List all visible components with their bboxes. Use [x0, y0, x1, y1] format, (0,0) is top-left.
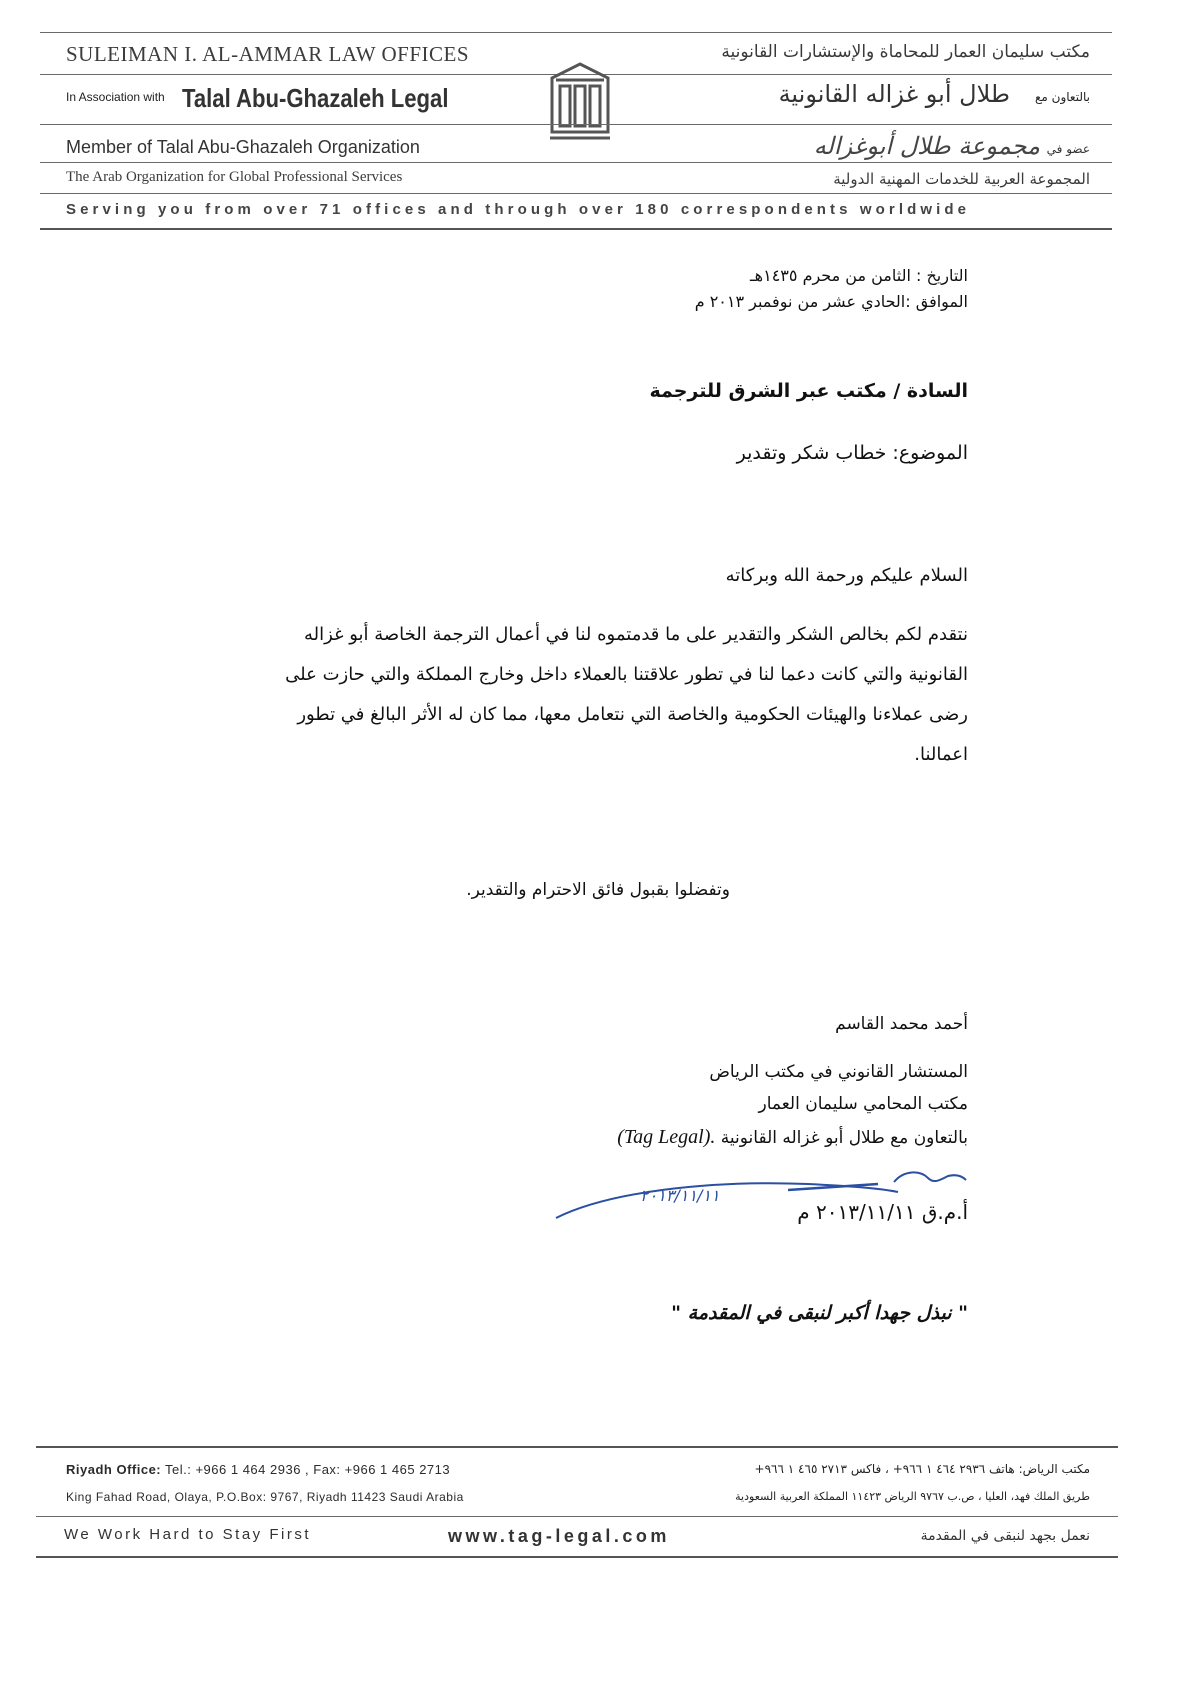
arab-org-ar: المجموعة العربية للخدمات المهنية الدولية [833, 170, 1090, 188]
header-top-rule [40, 32, 1112, 33]
header-bottom-rule [40, 228, 1112, 230]
footer-website-link[interactable]: www.tag-legal.com [448, 1526, 670, 1546]
signatory-title-1: المستشار القانوني في مكتب الرياض [709, 1062, 968, 1082]
association-prefix-en: In Association with [66, 90, 165, 104]
header-rule-3 [40, 162, 1112, 163]
footer-office-label: Riyadh Office: [66, 1462, 162, 1477]
signatory-title-2: مكتب المحامي سليمان العمار [758, 1094, 968, 1114]
signatory-title-3-en: (Tag Legal). [617, 1126, 716, 1148]
greeting: السلام عليكم ورحمة الله وبركاته [725, 565, 968, 586]
arab-org-en: The Arab Organization for Global Professional Services [66, 169, 403, 185]
footer-top-rule [36, 1446, 1118, 1448]
signatory-title-3-ar: بالتعاون مع طلال أبو غزاله القانونية [720, 1128, 968, 1148]
signature-handwritten-date: ٢٠١٣/١١/١١ [640, 1186, 720, 1205]
date-hijri: التاريخ : الثامن من محرم ١٤٣٥هـ [749, 266, 968, 285]
firm-name-en: SULEIMAN I. AL-AMMAR LAW OFFICES [66, 42, 470, 66]
date-gregorian: الموافق :الحادي عشر من نوفمبر ٢٠١٣ م [694, 292, 968, 311]
footer-motto-en: We Work Hard to Stay First [64, 1526, 311, 1543]
footer-motto-ar: نعمل بجهد لنبقى في المقدمة [920, 1528, 1090, 1544]
body-line-1: نتقدم لكم بخالص الشكر والتقدير على ما قدمتموه لنا في أعمال الترجمة الخاصة أبو غزاله [304, 624, 968, 645]
member-name-ar: مجموعة طلال أبوغزاله [813, 132, 1040, 160]
association-prefix-ar: بالتعاون مع [1035, 90, 1090, 104]
member-en: Member of Talal Abu-Ghazaleh Organization [66, 137, 420, 157]
footer-office-ar: مكتب الرياض: هاتف ٢٩٣٦ ٤٦٤ ١ ٩٦٦+ ، فاكس ٢٧١٣ ٤٦٥ ١ ٩٦٦+ [754, 1462, 1090, 1476]
body-line-3: رضى عملاءنا والهيئات الحكومية والخاصة التي نتعامل معها، مما كان له الأثر البالغ في تطور [297, 704, 968, 725]
signatory-name: أحمد محمد القاسم [835, 1014, 968, 1034]
footer-phone-en: Tel.: +966 1 464 2936 , Fax: +966 1 465 2713 [165, 1462, 451, 1477]
body-line-4: اعمالنا. [914, 744, 968, 765]
association-name-ar: طلال أبو غزاله القانونية [778, 80, 1010, 108]
closing: وتفضلوا بقبول فائق الاحترام والتقدير. [466, 880, 730, 900]
tag-logo-icon [548, 62, 612, 142]
reference-line: أ.م.ق ٢٠١٣/١١/١١ م [797, 1200, 968, 1224]
body-line-2: القانونية والتي كانت دعما لنا في تطور علاقتنا بالعملاء داخل وخارج المملكة والتي حازت على [285, 664, 968, 685]
subject: الموضوع: خطاب شكر وتقدير [736, 442, 968, 464]
recipient: السادة / مكتب عبر الشرق للترجمة [649, 380, 968, 402]
footer-middle-rule [36, 1516, 1118, 1517]
footer-address-ar: طريق الملك فهد، العليا ، ص.ب ٩٧٦٧ الرياض ١١٤٢٣ المملكة العربية السعودية [735, 1490, 1090, 1503]
firm-name-ar: مكتب سليمان العمار للمحاماة والإستشارات القانونية [721, 42, 1090, 62]
tagline: Serving you from over 71 offices and through over 180 correspondents worldwide [66, 201, 971, 218]
footer-bottom-rule [36, 1556, 1118, 1558]
slogan: " نبذل جهدا أكبر لنبقى في المقدمة " [671, 1302, 968, 1324]
member-prefix-ar: عضو في [1046, 142, 1090, 156]
association-name-en: Talal Abu-Ghazaleh Legal [182, 83, 449, 113]
signatory-title-3 [617, 1126, 968, 1149]
header-rule-4 [40, 193, 1112, 194]
footer-address-en: King Fahad Road, Olaya, P.O.Box: 9767, Riyadh 11423 Saudi Arabia [66, 1490, 464, 1504]
footer-office-en [66, 1462, 450, 1477]
header-rule-2 [40, 124, 1112, 125]
tag-logo [548, 62, 612, 142]
